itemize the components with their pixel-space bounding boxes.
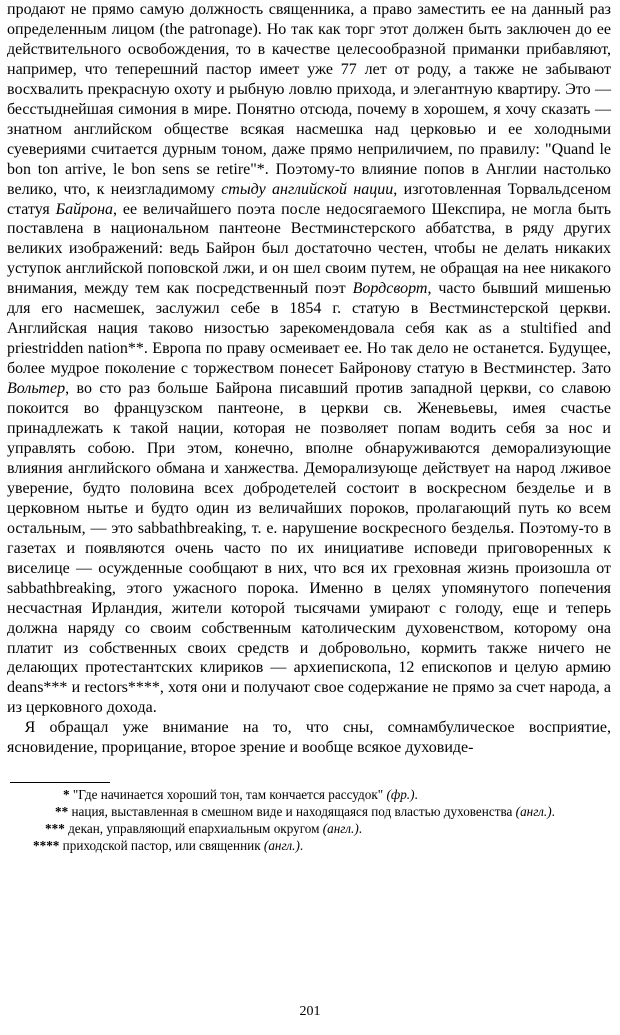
text-run: . xyxy=(299,838,304,854)
text-run: "Где начинается хороший тон, там кончается рассудок" xyxy=(72,787,387,803)
text-run: приходской пастор, или священник xyxy=(62,838,264,854)
text-run: , ее величайшего поэта после недосягаемого Шекспира, не могла быть поставлена в национальном пантеоне Вестминстерского аббатства, в ряду других великих изображений: ведь Байрон был достаточно честен, чтобы не делать никаких уступок английской поповской лжи, и он шел своим путем, не обращая на нее никакого внимания, между тем как посредственный поэт xyxy=(7,200,612,298)
text-run: , во сто раз больше Байрона писавший против западной церкви, со славою покоится во французском пантеоне, в церкви св. Женевьевы, имея счастье принадлежать к такой нации, которая не позволяет попам водить себя за нос и управлять собою. При этом, конечно, вполне обнаруживаются деморализующие влияния английского обмана и ханжества. Деморализующе действует на народ лживое уверение, будто половина всех добродетелей состоит в воскресном безделье и в церковном нытье и будто один из величайших пороков, пролагающий путь ко всем остальным, — это sabbathbreaking, т. е. нарушение воскресного безделья. Поэтому-то в газетах и появляются очень часто по их инициативе исповеди приговоренных к виселице — осужденные сообщают в них, что вся их греховная жизнь произошла от sabbathbreaking, этого ужасного порока. Именно в целях упомянутого попечения несчастная Ирландия, жители которой тысячами умирают с голоду, еще и теперь должна наряду со своим собственным католическим духовенством, которому она платит из собственных своих средств и добровольно, кормить также ничего не делающих протестантских клириков — архиепископа, 12 епископов и целую армию deans*** и rectors****, хотя они и получают свое содержание не прямо за счет народа, а из церковного дохода. xyxy=(7,380,611,717)
text-run: . xyxy=(414,787,418,803)
italic-run: (фр.) xyxy=(386,787,415,803)
footnote-separator xyxy=(10,782,110,783)
italic-run: Байрона xyxy=(55,200,113,218)
page-number: 201 xyxy=(299,1004,321,1019)
text-run: нация, выставленная в смешном виде и находящаяся под властью духовенства xyxy=(71,804,516,820)
text-run: продают не прямо самую должность священника, а право заместить ее на данный раз определенным лицом (the patronage). Но так как торг этот должен быть заключен до ее действительного освобождения, то в качестве целесообразной приманки прибавляют, например, что теперешний пастор имеет уже 77 лет от роду, а также не забывают восхвалить прекрасную охоту и рыбную ловлю прихода, и элегантную квартиру. Это — бесстыднейшая симония в мире. Понятно отсюда, почему в хорошем, я хочу сказать — знатном английском обществе всякая насмешка над церковью и ее холодными суевериями считается дурным тоном, даже прямо неприличием, по правилу: "Quand le bon ton arrive, le bon sens se retire"*. Поэтому-то влияние попов в Англии настолько велико, что, к неизгладимому xyxy=(7,1,611,198)
paragraph-2 xyxy=(7,718,611,758)
italic-run: (англ.) xyxy=(515,804,552,820)
footnote-mark: **** xyxy=(33,838,63,854)
footnote-mark: *** xyxy=(45,821,69,837)
text-run: декан, управляющий епархиальным округом xyxy=(68,821,323,837)
italic-run: (англ.) xyxy=(263,838,300,854)
italic-run: Вордсворт xyxy=(352,280,428,298)
footnote-mark: ** xyxy=(55,804,72,820)
text-run: , часто бывший мишенью для его насмешек, заслужил себе в 1854 г. статую в Вестминстерской церкви. Английская нация таково низостью зарекомендовала себя как as a stultified and priestridden nation**. Европа по праву осмеивает ее. Но так дело не останется. Будущее, более мудрое поколение с торжеством понесет Байронову статую в Вестминстер. Зато xyxy=(7,280,612,378)
italic-run: (англ.) xyxy=(322,821,359,837)
footnote-mark: * xyxy=(63,787,73,803)
text-run: . xyxy=(551,804,555,820)
footnotes xyxy=(7,786,611,854)
body-text xyxy=(7,0,611,758)
text-run: . xyxy=(358,821,363,837)
text-run: , изготовленная Торвальдсеном статуя xyxy=(7,180,611,218)
italic-run: стыду английской нации xyxy=(221,180,394,198)
footnote-1 xyxy=(7,786,611,803)
paragraph-1 xyxy=(7,0,611,718)
footnote-4 xyxy=(7,837,611,854)
italic-run: Вольтер xyxy=(7,380,66,398)
footnote-2 xyxy=(7,803,611,820)
text-run: Я обращал уже внимание на то, что сны, сомнамбулическое восприятие, ясновидение, прорицание, второе зрение и вообще всякое духовиде- xyxy=(7,719,611,757)
footnote-3 xyxy=(7,820,611,837)
